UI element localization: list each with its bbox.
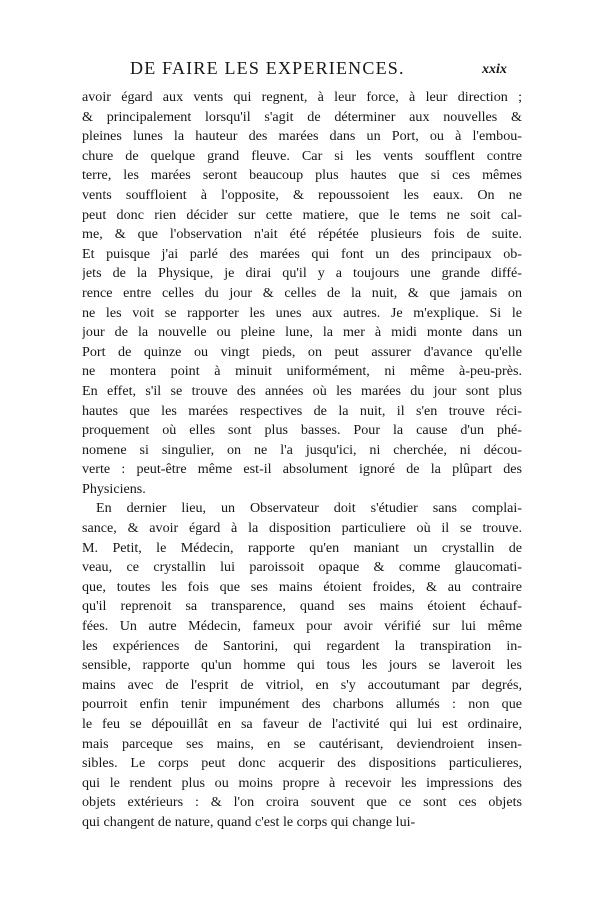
text-line: qui changent de nature, quand c'est le corps qui change lui- <box>82 813 416 830</box>
text-line: rence entre celles du jour & celles de la nuit, & que jamais on <box>82 284 522 301</box>
text-line: jets de la Physique, je dirai qu'il y a toujours une grande diffé- <box>82 265 522 282</box>
text-line: chure de quelque grand fleuve. Car si les vents soufflent contre <box>82 147 522 164</box>
running-head <box>0 58 600 82</box>
text-line: M. Petit, le Médecin, rapporte qu'en maniant un crystallin de <box>82 539 522 556</box>
text-line: hautes que les marées respectives de la nuit, il s'en trouve réci- <box>82 402 522 419</box>
text-line: Physiciens. <box>82 480 146 497</box>
text-line: fées. Un autre Médecin, fameux pour avoir vérifié sur lui même <box>82 618 522 635</box>
text-line: nomene si singulier, on ne l'a jusqu'ici, ni cherchée, ni décou- <box>82 441 522 458</box>
text-line: Et puisque j'ai parlé des marées qui font un des principaux ob- <box>82 245 522 262</box>
text-line: ne montera point à minuit uniformément, ni même à-peu-près. <box>82 363 522 380</box>
text-line: objets extérieurs : & l'on croira souvent que ce sont ces objets <box>82 794 522 811</box>
text-line: mais parceque ses mains, en se cautérisant, deviendroient insen- <box>82 735 522 752</box>
text-line: En dernier lieu, un Observateur doit s'étudier sans complai- <box>96 500 522 517</box>
text-line: sance, & avoir égard à la disposition particuliere où il se trouve. <box>82 520 522 537</box>
text-line: me, & que l'observation n'ait été répétée plusieurs fois de suite. <box>82 226 522 243</box>
page-number: xxix <box>482 62 507 77</box>
text-line: que, toutes les fois que ses mains étoient froides, & au contraire <box>82 578 522 595</box>
running-title: DE FAIRE LES EXPERIENCES. <box>130 58 405 78</box>
text-line: terre, les marées seront beaucoup plus hautes que si ces mêmes <box>82 167 522 184</box>
text-line: En effet, s'il se trouve des années où les marées du jour sont plus <box>82 382 522 399</box>
text-line: les expériences de Santorini, qui regardent la transpiration in- <box>82 637 522 654</box>
text-line: jour de la nouvelle ou pleine lune, la mer à midi monte dans un <box>82 324 522 341</box>
text-line: verte : peut-être même est-il absolument ignoré de la plûpart des <box>82 461 522 478</box>
text-line: avoir égard aux vents qui regnent, à leur force, à leur direction ; <box>82 89 522 105</box>
text-line: qui le rendent plus ou moins propre à recevoir les impressions des <box>82 774 522 791</box>
text-line: sibles. Le corps peut donc acquerir des dispositions particulieres, <box>82 755 522 772</box>
text-line: ne les voit se rapporter les unes aux autres. Je m'explique. Si le <box>82 304 522 321</box>
text-line: veau, ce crystallin lui paroissoit opaque & comme glaucomati- <box>82 559 522 576</box>
text-line: peut donc rien décider sur cette matiere, que le tems ne soit cal- <box>82 206 522 223</box>
text-line: pourroit enfin tenir impunément des charbons allumés : non que <box>82 696 522 713</box>
text-line: mains avec de l'esprit de vitriol, en s'y accoutumant par degrés, <box>82 676 522 693</box>
text-line: pleines lunes la hauteur des marées dans un Port, ou à l'embou- <box>82 128 522 145</box>
text-block <box>82 88 522 833</box>
text-line: sensible, rapporte qu'un homme qui tous les jours se laveroit les <box>82 657 522 674</box>
text-line: proquement où elles sont plus basses. Pour la cause d'un phé- <box>82 422 522 439</box>
text-line: & principalement lorsqu'il s'agit de déterminer aux nouvelles & <box>82 108 522 125</box>
text-line: le feu se dépouillât en sa faveur de l'activité qui lui est ordinaire, <box>82 716 522 732</box>
text-line: qu'il reprenoit sa transparence, quand ses mains étoient échauf- <box>82 598 522 615</box>
text-line: vents souffloient à l'opposite, & repoussoient les eaux. On ne <box>82 186 522 203</box>
text-line: Port de quinze ou vingt pieds, on peut assurer d'avance qu'elle <box>82 343 522 360</box>
